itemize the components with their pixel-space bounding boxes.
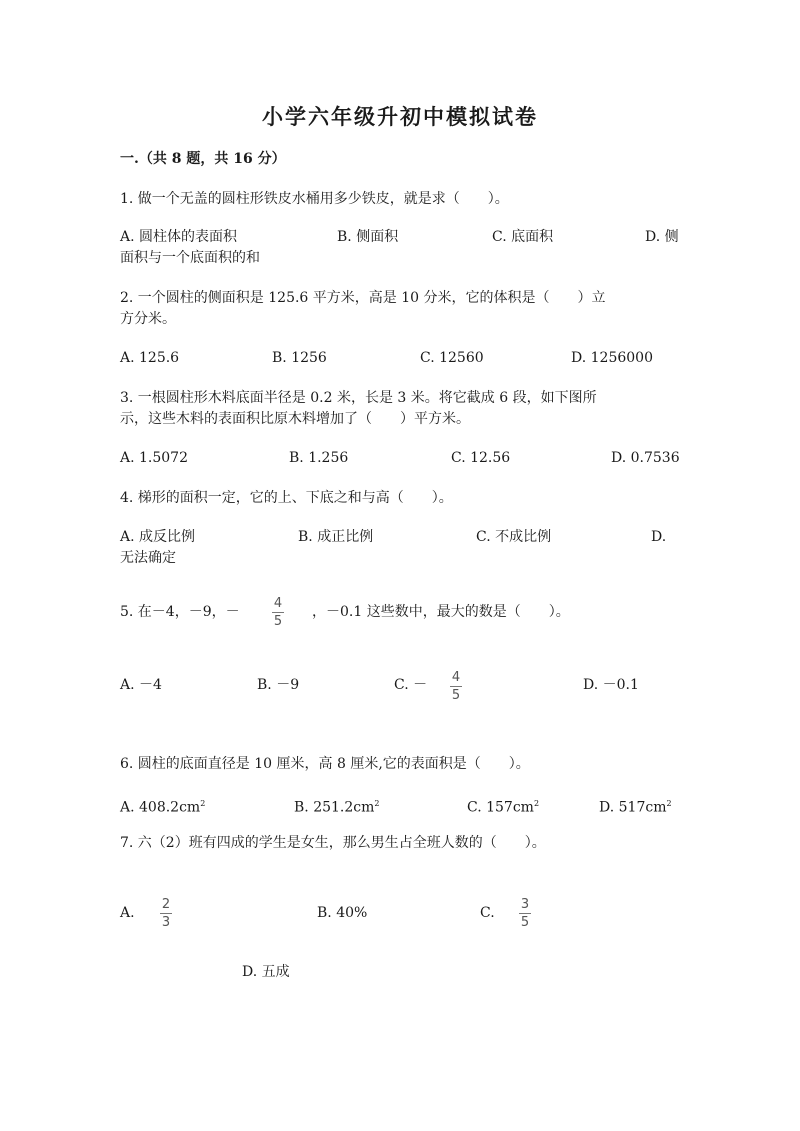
question-1-stem: 1. 做一个无盖的圆柱形铁皮水桶用多少铁皮，就是求（ ）。 <box>120 191 509 207</box>
question-6-option-b[interactable] <box>294 793 379 819</box>
question-4-option-d[interactable]: D. <box>651 529 667 545</box>
fraction-numerator: 3 <box>520 897 530 912</box>
question-2-option-a[interactable]: A. 125.6 <box>120 350 180 366</box>
fraction-numerator: 2 <box>161 897 171 912</box>
fraction-bar <box>160 913 172 914</box>
question-7-option-a-fraction <box>160 897 172 930</box>
question-5-stem-start: 5. 在－4，－9，－ <box>120 604 240 620</box>
question-3-option-a[interactable]: A. 1.5072 <box>120 450 188 466</box>
question-2-option-b[interactable]: B. 1256 <box>272 350 327 366</box>
question-5-option-d[interactable]: D. －0.1 <box>583 677 639 693</box>
question-4-option-a[interactable]: A. 成反比例 <box>120 529 196 545</box>
question-6-option-d[interactable] <box>599 793 672 819</box>
page-title: 小学六年级升初中模拟试卷 <box>262 104 538 129</box>
question-5-fraction <box>272 596 284 629</box>
fraction-denominator: 5 <box>273 614 283 629</box>
question-2-option-c[interactable]: C. 12560 <box>420 350 484 366</box>
question-4-stem: 4. 梯形的面积一定，它的上、下底之和与高（ ）。 <box>120 490 453 506</box>
section-heading: 一.（共 8 题，共 16 分） <box>120 151 286 167</box>
question-2-option-d[interactable]: D. 1256000 <box>571 350 653 366</box>
question-7-option-d[interactable]: D. 五成 <box>242 964 290 980</box>
question-1-option-b[interactable]: B. 侧面积 <box>337 229 399 245</box>
question-5-option-b[interactable]: B. －9 <box>257 677 300 693</box>
question-2-stem-line2: 方分米。 <box>120 311 176 327</box>
question-3-stem-line2: 示，这些木料的表面积比原木料增加了（ ）平方米。 <box>120 411 470 427</box>
question-3-stem-line1: 3. 一根圆柱形木料底面半径是 0.2 米，长是 3 米。将它截成 6 段，如下图所 <box>120 390 597 406</box>
unit-superscript: 2 <box>200 799 206 808</box>
fraction-denominator: 3 <box>161 915 171 930</box>
unit-superscript: 2 <box>533 799 540 808</box>
option-text: D. 517cm <box>599 799 667 816</box>
question-5-option-c[interactable]: C. － <box>394 677 428 693</box>
question-4-option-c[interactable]: C. 不成比例 <box>476 529 552 545</box>
question-2-stem-line1: 2. 一个圆柱的侧面积是 125.6 平方米，高是 10 分米，它的体积是（ ）立 <box>120 290 606 306</box>
fraction-bar <box>519 913 531 914</box>
question-6-option-c[interactable] <box>467 793 539 819</box>
question-1-option-d[interactable]: D. 侧 <box>645 229 679 245</box>
question-7-option-c[interactable]: C. <box>480 905 495 921</box>
fraction-denominator: 5 <box>520 915 530 930</box>
question-6-option-a[interactable] <box>120 793 205 819</box>
question-5-option-a[interactable]: A. －4 <box>120 677 162 693</box>
fraction-bar <box>450 686 462 687</box>
fraction-denominator: 5 <box>451 688 461 703</box>
unit-superscript: 2 <box>666 799 672 808</box>
question-5-option-c-fraction <box>450 670 462 703</box>
question-4-option-d-continued: 无法确定 <box>120 550 176 566</box>
question-4-option-b[interactable]: B. 成正比例 <box>298 529 374 545</box>
question-6-stem: 6. 圆柱的底面直径是 10 厘米，高 8 厘米,它的表面积是（ ）。 <box>120 756 530 772</box>
unit-superscript: 2 <box>374 799 380 808</box>
question-7-option-a[interactable]: A. <box>120 905 135 921</box>
option-text: B. 251.2cm <box>294 799 375 816</box>
question-3-option-d[interactable]: D. 0.7536 <box>611 450 680 466</box>
fraction-numerator: 4 <box>273 596 283 611</box>
question-7-stem: 7. 六（2）班有四成的学生是女生，那么男生占全班人数的（ ）。 <box>120 835 546 851</box>
fraction-numerator: 4 <box>451 670 461 685</box>
question-1-option-d-continued: 面积与一个底面积的和 <box>120 250 260 266</box>
option-text: C. 157cm <box>467 799 534 816</box>
question-5-stem-end: ，－0.1 这些数中，最大的数是（ ）。 <box>312 604 570 620</box>
question-1-option-c[interactable]: C. 底面积 <box>492 229 554 245</box>
question-3-option-b[interactable]: B. 1.256 <box>289 450 349 466</box>
option-text: A. 408.2cm <box>120 799 201 816</box>
fraction-bar <box>272 612 284 613</box>
question-3-option-c[interactable]: C. 12.56 <box>451 450 511 466</box>
question-7-option-c-fraction <box>519 897 531 930</box>
question-7-option-b[interactable]: B. 40% <box>317 905 368 921</box>
question-1-option-a[interactable]: A. 圆柱体的表面积 <box>120 229 238 245</box>
